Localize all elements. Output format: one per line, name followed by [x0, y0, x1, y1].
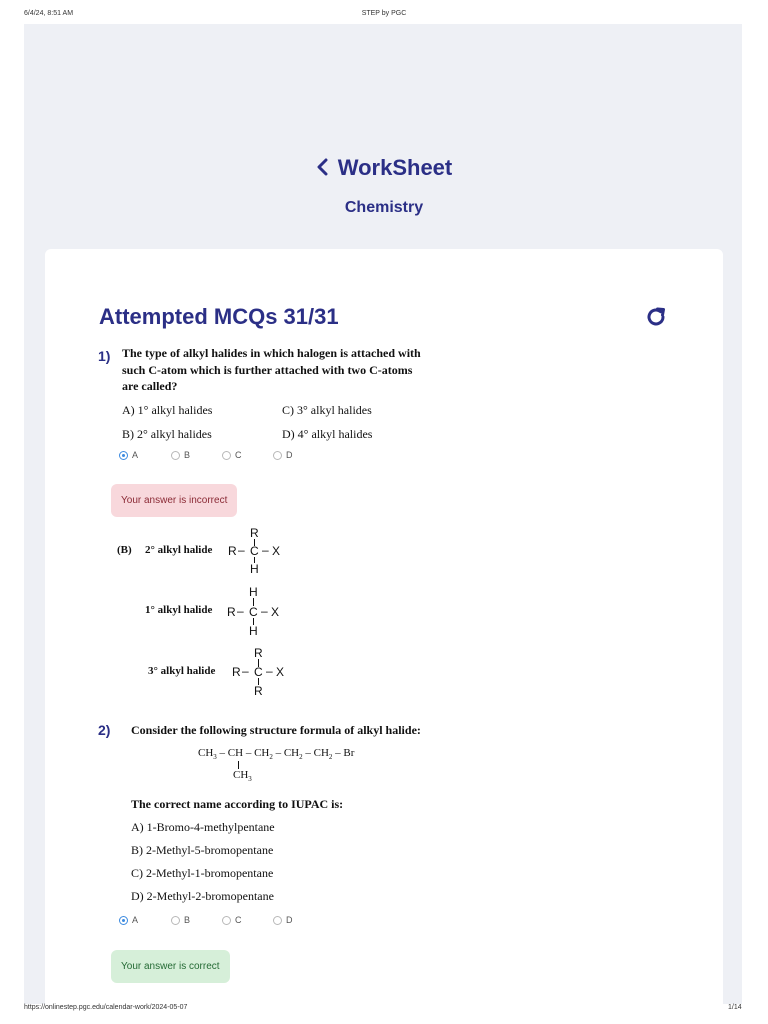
bond-dash: – [262, 543, 269, 557]
print-datetime: 6/4/24, 8:51 AM [24, 10, 74, 17]
atom-c: C [254, 665, 263, 679]
formula-sub: 2 [328, 753, 333, 762]
formula-part: CH [233, 769, 249, 781]
formula-part: CH [283, 747, 300, 759]
option-a: A) 1° alkyl halides [122, 403, 213, 417]
print-page-title: STEP by PGC [361, 10, 407, 17]
radio-label: C [235, 450, 242, 460]
chevron-left-icon[interactable] [316, 156, 328, 182]
question-number: 2) [98, 722, 111, 738]
option-b: B) 2-Methyl-5-bromopentane [131, 843, 274, 857]
radio-circle[interactable] [273, 451, 282, 460]
structural-formula [198, 747, 354, 761]
radio-circle[interactable] [273, 916, 282, 925]
formula-sep: – [216, 747, 228, 759]
atom-r: R [227, 605, 236, 619]
print-page-number: 1/14 [728, 1004, 742, 1011]
radio-option-c[interactable] [222, 915, 273, 925]
radio-option-a[interactable] [119, 450, 171, 460]
branch-group [233, 769, 252, 783]
formula-part: CH [227, 747, 244, 759]
formula-part: CH [198, 747, 214, 759]
bond-dash: – [238, 543, 245, 557]
atom-c: C [249, 605, 258, 619]
formula-sub: 3 [248, 775, 252, 784]
formula-sep: – [243, 747, 255, 759]
formula-part: CH [254, 747, 270, 759]
formula-part: CH [313, 747, 329, 759]
atom-c: C [250, 544, 259, 558]
bond-dash: – [242, 664, 249, 678]
answer-key: (B) [117, 544, 132, 556]
primary-structure [225, 585, 287, 637]
subject-title: Chemistry [344, 199, 424, 216]
radio-circle[interactable] [119, 916, 128, 925]
option-d: D) 4° alkyl halides [282, 427, 373, 441]
radio-option-b[interactable] [171, 450, 222, 460]
secondary-alkyl-halide-label: 2° alkyl halide [145, 544, 213, 556]
radio-label: B [184, 915, 191, 925]
formula-sep: – [272, 747, 284, 759]
formula-sub: 3 [213, 753, 217, 762]
question-line: such C-atom which is further attached with two C-atoms [122, 362, 413, 377]
answer-radio-group [119, 450, 293, 460]
refresh-icon[interactable] [644, 305, 668, 329]
atom-r: R [254, 684, 263, 698]
bond-dash: – [261, 604, 268, 618]
radio-option-b[interactable] [171, 915, 222, 925]
radio-circle[interactable] [222, 916, 231, 925]
branch-bond [238, 761, 239, 769]
page-title [0, 155, 768, 182]
answer-radio-group [119, 915, 293, 925]
radio-option-a[interactable] [119, 915, 171, 925]
radio-label: A [132, 450, 139, 460]
formula-part: Br [343, 747, 355, 759]
radio-option-c[interactable] [222, 450, 273, 460]
secondary-structure [226, 526, 288, 576]
radio-option-d[interactable] [273, 915, 293, 925]
option-b: B) 2° alkyl halides [122, 427, 212, 441]
radio-circle[interactable] [119, 451, 128, 460]
option-d: D) 2-Methyl-2-bromopentane [131, 889, 274, 903]
atom-r: R [250, 526, 259, 540]
attempted-count: Attempted MCQs 31/31 [99, 304, 339, 329]
atom-h: H [249, 624, 258, 637]
result-badge-correct: Your answer is correct [111, 950, 230, 983]
atom-r: R [232, 665, 241, 679]
atom-h: H [250, 562, 259, 576]
formula-sep: – [302, 747, 314, 759]
question-line: Consider the following structure formula of alkyl halide: [131, 723, 421, 737]
option-a: A) 1-Bromo-4-methylpentane [131, 820, 275, 834]
radio-label: C [235, 915, 242, 925]
radio-circle[interactable] [171, 451, 180, 460]
radio-circle[interactable] [171, 916, 180, 925]
option-c: C) 2-Methyl-1-bromopentane [131, 866, 274, 880]
bond-dash: – [266, 664, 273, 678]
result-badge-incorrect: Your answer is incorrect [111, 484, 237, 517]
radio-label: D [286, 915, 293, 925]
atom-h: H [249, 585, 258, 599]
tertiary-structure [230, 646, 292, 698]
radio-label: D [286, 450, 293, 460]
atom-x: X [271, 605, 280, 619]
radio-label: A [132, 915, 139, 925]
atom-r: R [228, 544, 237, 558]
radio-circle[interactable] [222, 451, 231, 460]
radio-label: B [184, 450, 191, 460]
formula-sub: 2 [299, 753, 303, 762]
bond-dash: – [237, 604, 244, 618]
atom-x: X [272, 544, 281, 558]
tertiary-alkyl-halide-label: 3° alkyl halide [148, 665, 216, 677]
option-c: C) 3° alkyl halides [282, 403, 372, 417]
atom-x: X [276, 665, 285, 679]
question-number: 1) [98, 348, 111, 364]
page-title-text: WorkSheet [337, 155, 453, 180]
question-line: are called? [122, 379, 178, 393]
print-url: https://onlinestep.pgc.edu/calendar-work/2024-05-07 [24, 1004, 188, 1011]
atom-r: R [254, 646, 263, 660]
radio-option-d[interactable] [273, 450, 293, 460]
formula-sep: – [332, 747, 344, 759]
question-line: The type of alkyl halides in which halogen is attached with [122, 346, 421, 360]
question-text [131, 722, 421, 739]
primary-alkyl-halide-label: 1° alkyl halide [145, 604, 213, 616]
formula-sub: 2 [269, 753, 273, 762]
question-text [122, 345, 421, 395]
question-prompt: The correct name according to IUPAC is: [131, 797, 344, 811]
